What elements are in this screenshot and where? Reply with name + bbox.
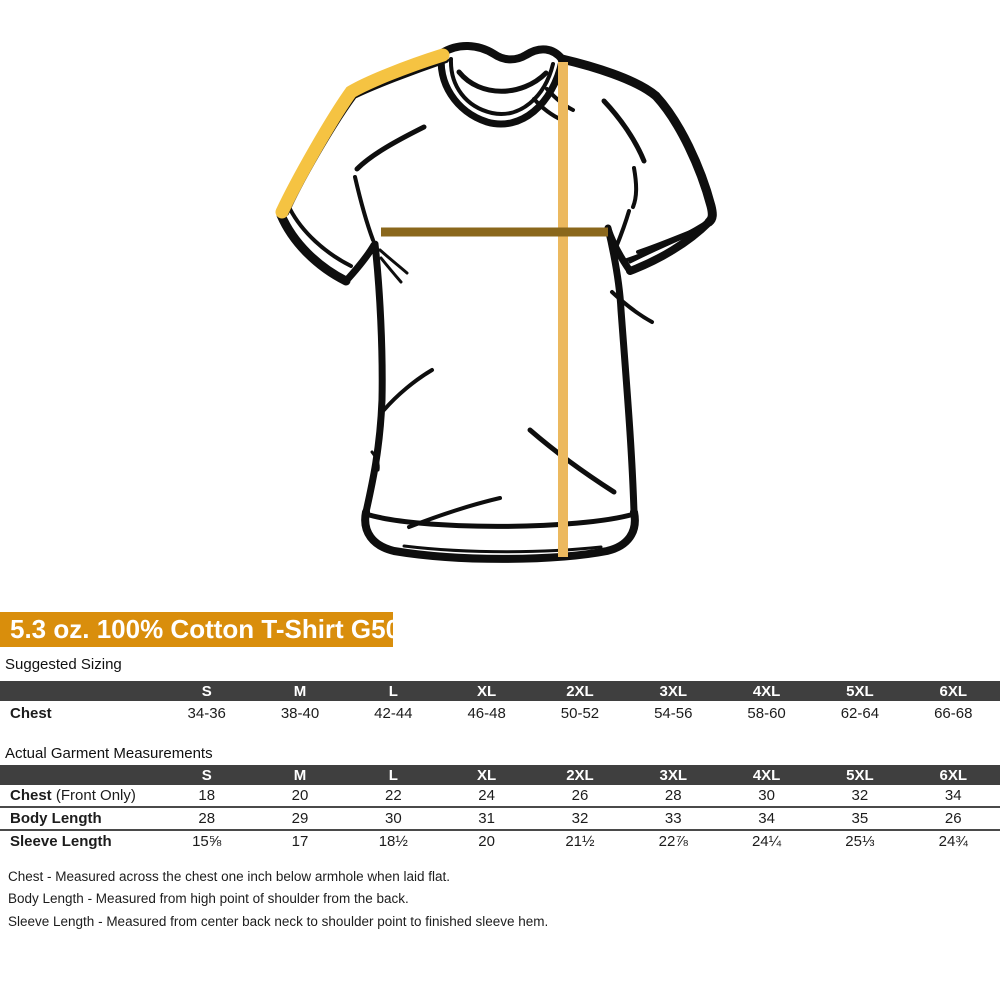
size-column-header: XL [440, 765, 533, 785]
size-column-header: 2XL [533, 765, 626, 785]
measurement-row [0, 701, 1000, 726]
measurement-value-cell: 18½ [347, 830, 440, 852]
measurement-value-cell: 54-56 [654, 705, 693, 722]
measurement-value-cell: 34 [944, 787, 962, 804]
measurement-value-cell: 18 [198, 787, 216, 804]
measurement-value-cell: 25⅓ [813, 830, 906, 852]
measurement-value-cell: 35 [813, 807, 906, 830]
size-column-header: S [160, 681, 253, 701]
size-column-header: 4XL [720, 765, 813, 785]
wrinkle-mid-left [384, 370, 432, 410]
row-label-header [0, 765, 160, 785]
suggested-sizing-title: Suggested Sizing [5, 656, 122, 673]
left-underarm [346, 245, 374, 281]
sleeve-length-line [282, 55, 443, 212]
measurement-value-cell: 30 [758, 787, 775, 804]
measurement-row-label: Body Length [0, 807, 160, 830]
note-body-length: Body Length - Measured from high point of shoulder from the back. [8, 891, 409, 907]
measurement-value-cell: 24¾ [907, 830, 1000, 852]
left-sleeve-cuff-outer [281, 215, 346, 281]
size-column-header: M [253, 681, 346, 701]
size-column-header: 3XL [627, 681, 720, 701]
measurement-value-cell: 21½ [533, 830, 626, 852]
wrinkle-armpit-b [381, 258, 401, 282]
size-column-header: L [347, 765, 440, 785]
note-chest: Chest - Measured across the chest one inch below armhole when laid flat. [8, 869, 450, 884]
measurement-value-cell: 20 [291, 787, 309, 804]
measurement-value-cell: 24¼ [720, 830, 813, 852]
measurement-value-cell: 26 [571, 787, 589, 804]
tshirt-diagram [250, 20, 770, 580]
size-column-header: 5XL [813, 681, 906, 701]
measurement-value-cell: 26 [907, 807, 1000, 830]
measurement-row-label: Chest [10, 705, 52, 722]
wrinkle-mid-diagonal [530, 430, 614, 492]
measurement-row [0, 807, 1000, 830]
measurement-value-cell: 42-44 [374, 705, 413, 722]
garment-measurements-title: Actual Garment Measurements [5, 745, 213, 762]
size-column-header: 3XL [627, 765, 720, 785]
size-column-header: 6XL [907, 765, 1000, 785]
wrinkle-left-armpit [355, 177, 373, 240]
measurement-notes [8, 866, 548, 933]
measurement-value-cell: 50-52 [560, 705, 600, 722]
garment-measurements-table [0, 765, 1000, 852]
size-column-header: 5XL [813, 765, 906, 785]
measurement-value-cell: 38-40 [280, 705, 320, 722]
size-column-header: M [253, 765, 346, 785]
measurement-value-cell: 32 [533, 807, 626, 830]
wrinkle-bottom-left [409, 498, 500, 527]
measurement-value-cell: 46-48 [467, 705, 506, 722]
measurement-value-cell: 15⅝ [160, 830, 253, 852]
size-column-header: 4XL [720, 681, 813, 701]
measurement-value-cell: 24 [478, 787, 495, 804]
wrinkle-right-sleeve-1 [604, 101, 644, 161]
hem-inner-line [404, 546, 601, 552]
product-banner: 5.3 oz. 100% Cotton T-Shirt G500 [0, 612, 393, 647]
measurement-value-cell: 20 [440, 830, 533, 852]
wrinkle-right-armpit-1 [615, 211, 629, 250]
measurement-value-cell: 66-68 [934, 705, 973, 722]
collar-inner-crescent [459, 72, 546, 91]
note-sleeve-length: Sleeve Length - Measured from center back neck to shoulder point to finished sleeve hem. [8, 913, 549, 929]
right-sleeve-outer [656, 96, 712, 222]
measurement-value-cell: 34-36 [187, 705, 226, 722]
left-body-side [366, 244, 382, 512]
size-column-header: 2XL [533, 681, 626, 701]
right-shoulder-seam [562, 59, 656, 96]
measurement-value-cell: 58-60 [747, 705, 786, 722]
measurement-value-cell: 32 [851, 787, 869, 804]
measurement-value-cell: 22 [384, 787, 402, 804]
row-label-header [0, 681, 160, 701]
measurement-value-cell: 30 [347, 807, 440, 830]
measurement-row-label: Chest (Front Only) [10, 787, 136, 804]
size-column-header: XL [440, 681, 533, 701]
measurement-row-label: Sleeve Length [0, 830, 160, 852]
collar-outer-top [442, 46, 562, 59]
hem-band-top [366, 514, 634, 526]
size-column-header: L [347, 681, 440, 701]
size-header-row [0, 765, 1000, 785]
measurement-value-cell: 17 [253, 830, 346, 852]
size-column-header: 6XL [907, 681, 1000, 701]
measurement-value-cell: 22⅞ [627, 830, 720, 852]
measurement-value-cell: 33 [627, 807, 720, 830]
measurement-value-cell: 62-64 [840, 705, 880, 722]
wrinkle-left-chest [357, 127, 424, 169]
suggested-sizing-table [0, 681, 1000, 726]
measurement-row [0, 830, 1000, 852]
tshirt-line-art [281, 46, 712, 559]
size-header-row [0, 681, 1000, 701]
measurement-value-cell: 28 [160, 807, 253, 830]
measurement-value-cell: 31 [440, 807, 533, 830]
measurement-value-cell: 34 [720, 807, 813, 830]
size-column-header: S [160, 765, 253, 785]
measurement-row [0, 785, 1000, 807]
wrinkle-right-sleeve-2 [633, 168, 636, 207]
measurement-value-cell: 28 [664, 787, 682, 804]
measurement-value-cell: 29 [253, 807, 346, 830]
